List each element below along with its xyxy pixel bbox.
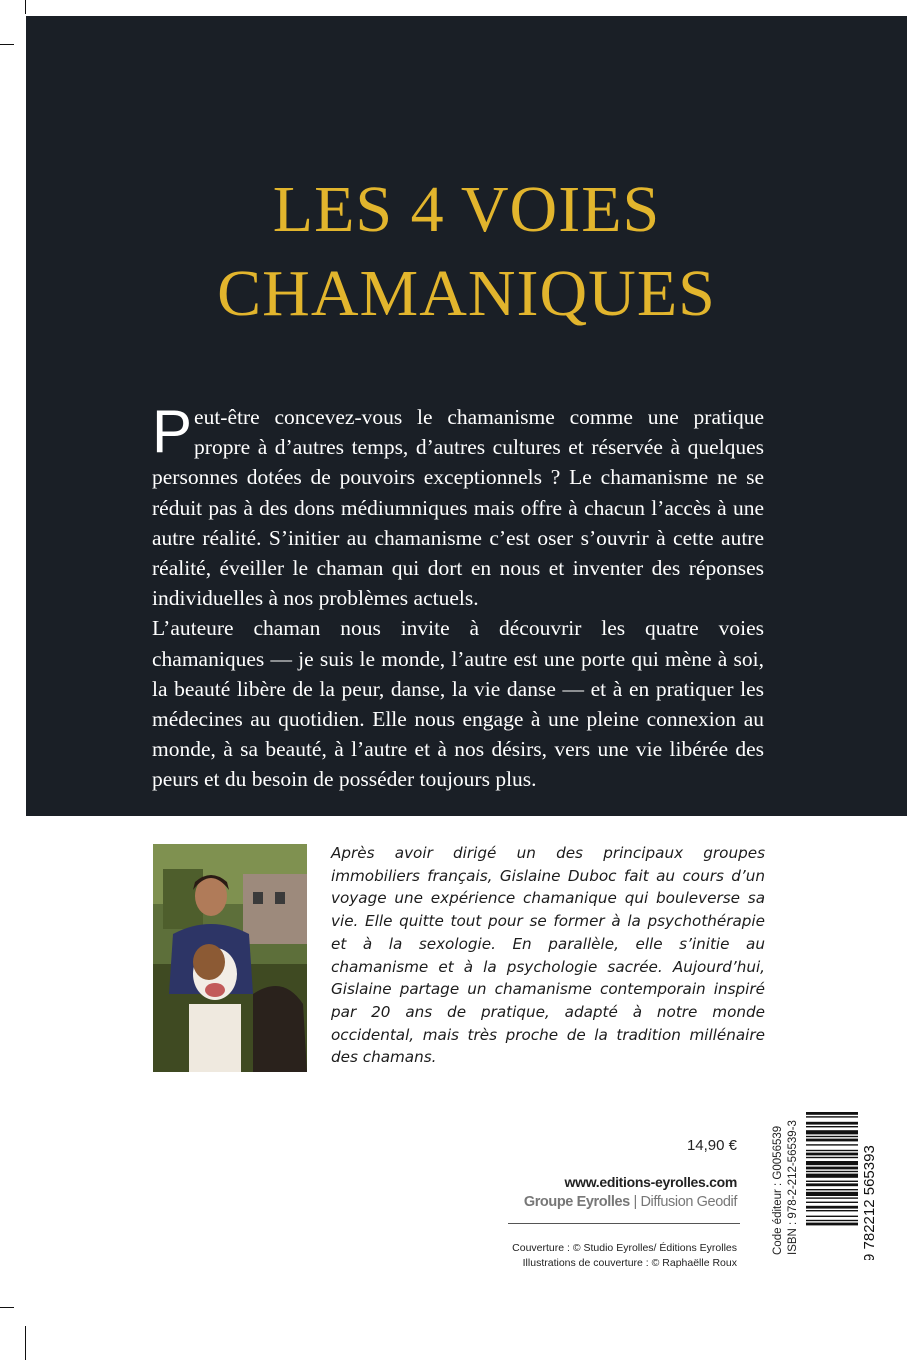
- author-photo-icon: [153, 844, 307, 1072]
- crop-mark-top-left-v: [25, 0, 26, 14]
- crop-mark-bottom-left-h: [0, 1307, 14, 1308]
- credit-illustrations: Illustrations de couverture : © Raphaëlle Roux: [522, 1257, 737, 1269]
- barcode-bar: [806, 1144, 858, 1145]
- distribution-name: Diffusion Geodif: [640, 1194, 737, 1210]
- barcode-number: 9 782212 565393: [861, 1145, 878, 1260]
- barcode-bar: [806, 1136, 858, 1137]
- group-name: Groupe Eyrolles: [523, 1194, 630, 1210]
- crop-mark-top-left-h: [0, 44, 14, 45]
- author-bio: Après avoir dirigé un des principaux groupes immobiliers français, Gislaine Duboc fait au cours d’un voyage une expérience chamanique qui bouleverse sa vie. Elle quitte tout pour se former à la psychothérapie et à la sexologie. En parallèle, elle s’initie au chamanisme et à la psychologie sacrée. Aujourd’hui, Gislaine partage un chamanisme contemporain inspiré par 20 ans de pratique, adapté à notre monde occidental, mais très proche de la tradition millénaire des chamans.: [331, 844, 765, 1067]
- barcode-bar: [806, 1130, 858, 1134]
- back-cover-blurb: [152, 398, 764, 795]
- author-photo: [153, 844, 307, 1072]
- barcode-bar: [806, 1220, 858, 1221]
- codes-block: [771, 1120, 800, 1255]
- editor-code: Code éditeur : G0056539: [772, 1125, 784, 1255]
- barcode-bar: [806, 1126, 858, 1127]
- blurb-paragraph-1-text: eut-être concevez-vous le chamanisme comme une pratique propre à d’autres temps, d’autres cultures et réservée à quelques personnes dotées de pouvoirs exceptionnels ? Le chamanisme ne se réduit pas à des dons médiumniques mais offre à chacun l’accès à une autre réalité. S’initier au chamanisme c’est oser s’ouvrir à cette autre réalité, éveiller le chaman qui dort en nous et inventer des réponses individuelles à nos problèmes actuels.: [152, 405, 764, 611]
- title-line-2: CHAMANIQUES: [217, 257, 716, 330]
- barcode-bar: [806, 1197, 858, 1198]
- price: 14,90 €: [686, 1137, 737, 1154]
- barcode-bar: [806, 1181, 858, 1182]
- barcode-bar: [806, 1223, 858, 1226]
- barcode-bar: [806, 1171, 858, 1172]
- barcode-bar: [806, 1153, 858, 1156]
- barcode-bar: [806, 1202, 858, 1203]
- group-separator: |: [633, 1194, 637, 1210]
- barcode-bar: [806, 1112, 858, 1115]
- barcode-bar: [806, 1192, 858, 1196]
- publisher-website: www.editions-eyrolles.com: [564, 1174, 737, 1190]
- barcode-bar: [806, 1216, 858, 1217]
- barcode-bar: [806, 1157, 858, 1158]
- book-title: [26, 168, 907, 336]
- blurb-paragraph-1: [152, 398, 764, 613]
- barcode-bar: [806, 1174, 858, 1178]
- publisher-group: [440, 1194, 737, 1210]
- barcode-bar: [806, 1161, 858, 1165]
- drop-cap: P: [152, 398, 193, 465]
- barcode-bar: [806, 1116, 858, 1117]
- barcode-bar: [806, 1206, 858, 1209]
- isbn: ISBN : 978-2-212-56539-3: [786, 1120, 799, 1255]
- barcode-bar: [806, 1167, 858, 1170]
- title-line-1: LES 4 VOIES: [272, 173, 661, 246]
- barcode-bar: [806, 1183, 858, 1186]
- barcode-bar: [806, 1139, 858, 1142]
- blurb-paragraph-2: L’auteure chaman nous invite à découvrir les quatre voies chamaniques — je suis le monde, l’autre est une porte qui mène à soi, la beauté libère de la peur, danse, la vie danse — et à en pratiquer les médecines au quotidien. Elle nous engage à une pleine connexion au monde, à sa beauté, à l’autre et à nos désirs, vers une vie libérée des peurs et du besoin de posséder toujours plus.: [152, 616, 764, 792]
- barcode-bar: [806, 1150, 858, 1151]
- barcode-bar: [806, 1122, 858, 1125]
- cover-credits: [470, 1241, 737, 1271]
- barcode-bar: [806, 1210, 858, 1211]
- credits-divider: [508, 1223, 740, 1224]
- credit-cover: Couverture : © Studio Eyrolles/ Éditions Eyrolles: [512, 1242, 737, 1254]
- crop-mark-bottom-left-v: [25, 1326, 26, 1360]
- barcode-icon: [806, 1110, 878, 1260]
- barcode-bar: [806, 1189, 858, 1190]
